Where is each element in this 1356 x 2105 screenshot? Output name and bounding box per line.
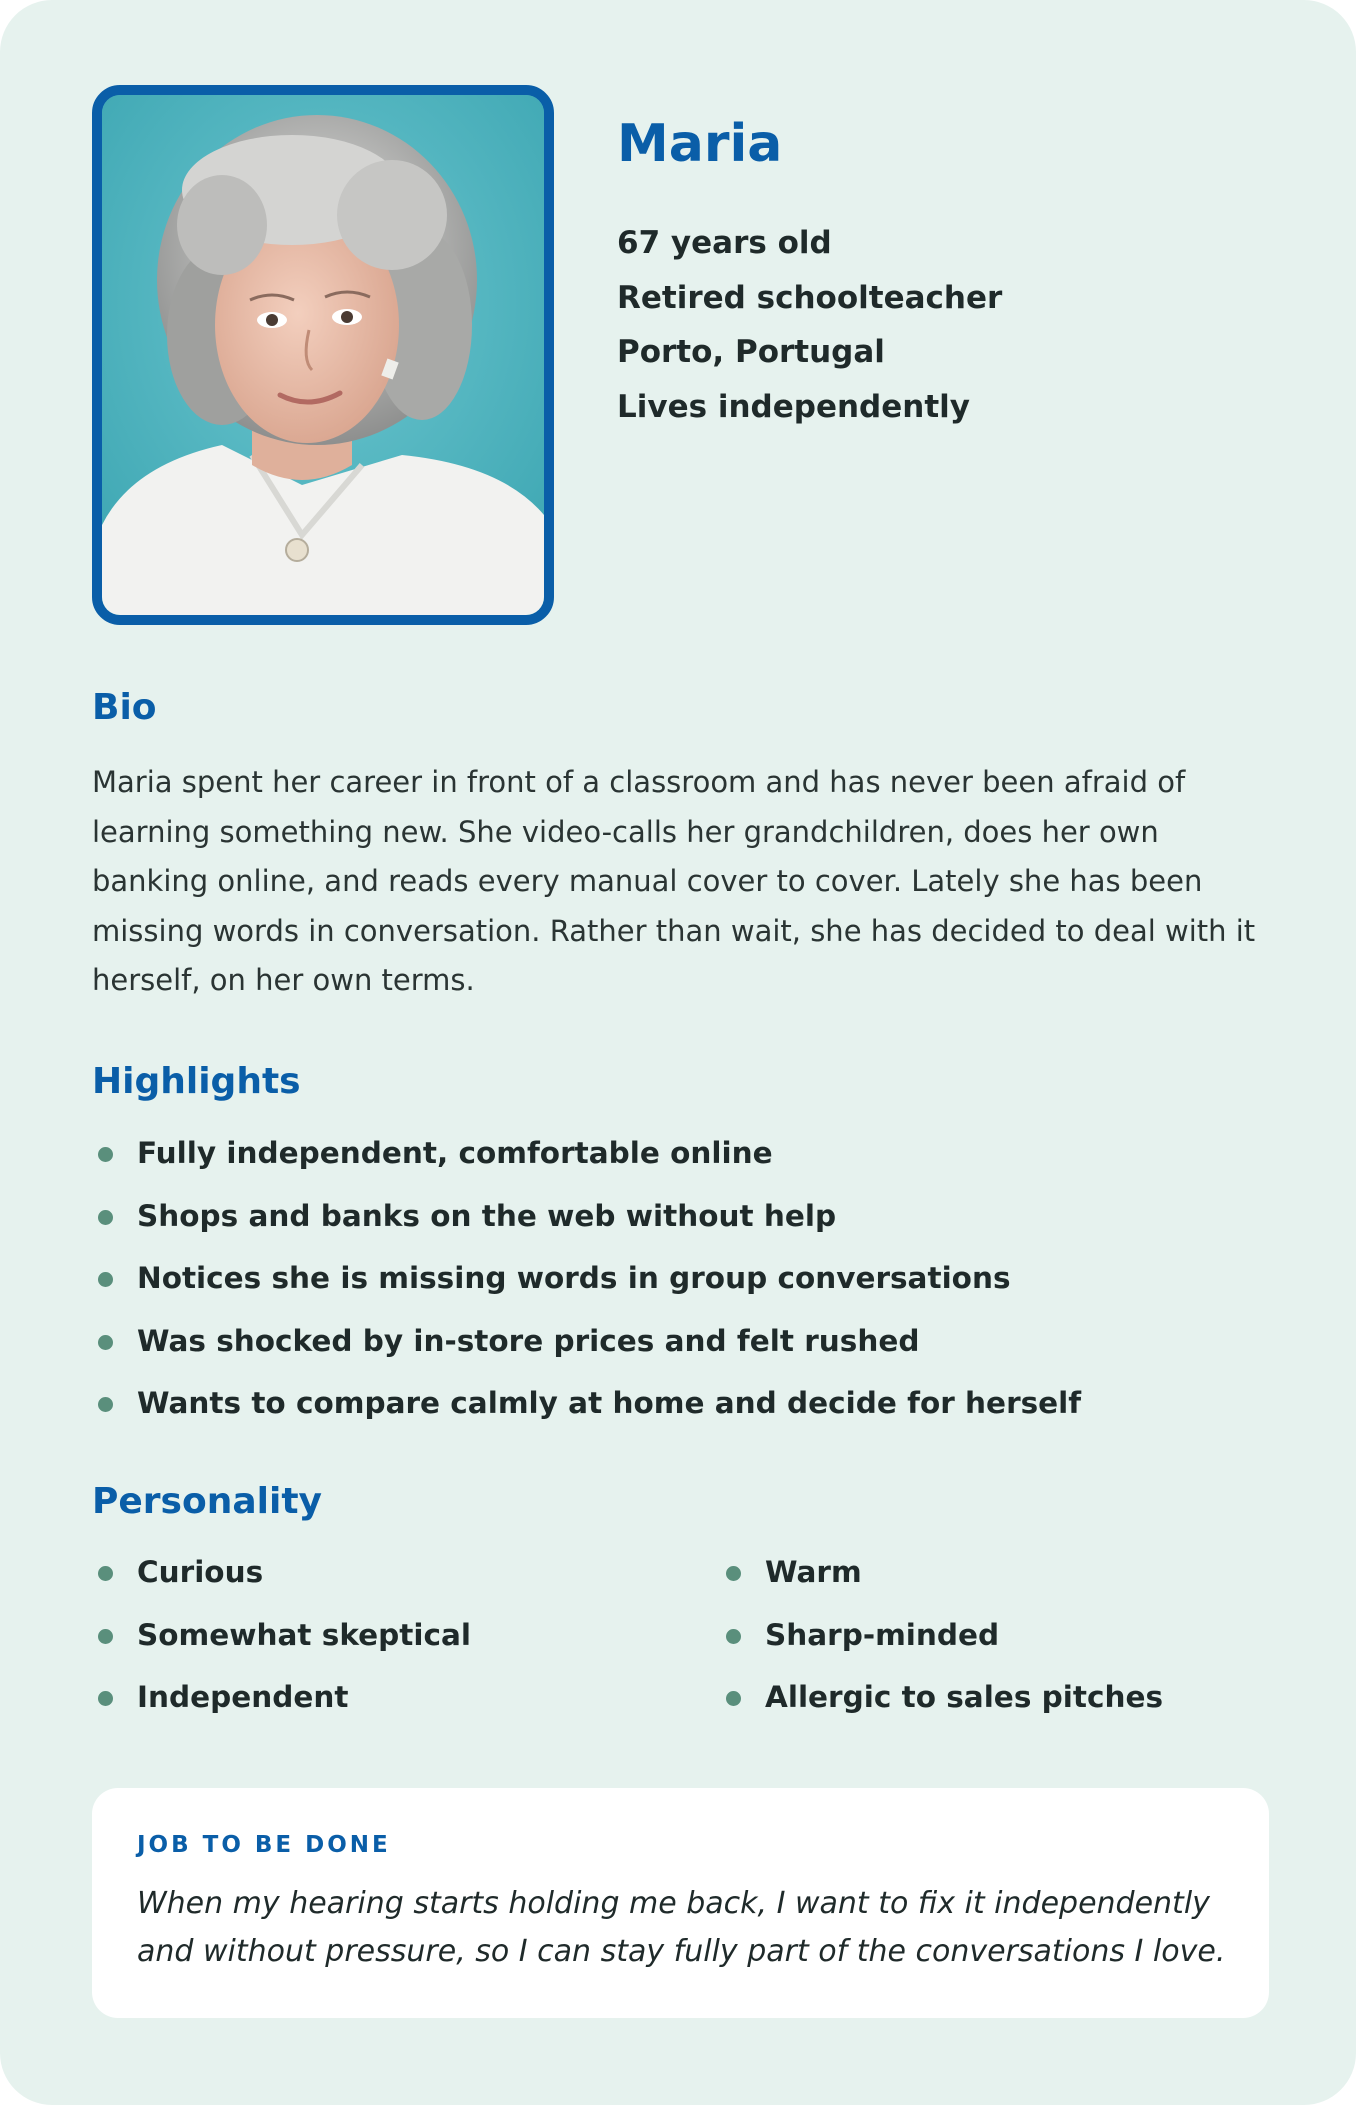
highlights-heading: Highlights [92,1061,301,1102]
fact-age: 67 years old [617,225,832,261]
bullet-dot-icon [726,1691,741,1706]
highlights-list [98,1122,1081,1435]
list-item [98,1372,1081,1435]
trait-text: Curious [137,1555,264,1589]
bullet-dot-icon [98,1629,113,1644]
list-item [98,1310,1081,1373]
bullet-dot-icon [98,1272,113,1287]
persona-name: Maria [617,114,783,174]
highlight-text: Wants to compare calmly at home and decide for herself [137,1386,1082,1420]
list-item [726,1666,1163,1729]
fact-occupation: Retired schoolteacher [617,279,1003,316]
jtbd-quote: When my hearing starts holding me back, I want to fix it independently and without pressure, so I can stay fully part of the conversations I love. [137,1886,1226,1969]
portrait-illustration [102,95,544,615]
list-item [726,1541,1163,1604]
list-item [98,1541,471,1604]
bullet-dot-icon [98,1210,113,1225]
highlight-text: Was shocked by in-store prices and felt rushed [137,1323,920,1358]
bio-heading: Bio [92,687,157,728]
personality-heading: Personality [92,1481,322,1522]
fact-location: Porto, Portugal [617,334,885,370]
bullet-dot-icon [98,1335,113,1350]
list-item [98,1247,1081,1310]
list-item [98,1604,471,1667]
fact-living-situation: Lives independently [617,388,970,425]
list-item [98,1666,471,1729]
highlight-text: Notices she is missing words in group conversations [137,1261,1011,1295]
persona-facts [617,216,1002,434]
job-to-be-done-box [92,1788,1269,2018]
personality-list-left [98,1541,471,1729]
bullet-dot-icon [98,1397,113,1412]
highlight-text: Shops and banks on the web without help [137,1198,837,1233]
bullet-dot-icon [726,1629,741,1644]
trait-text: Somewhat skeptical [137,1617,472,1652]
list-item [98,1122,1081,1185]
trait-text: Sharp-minded [765,1617,1000,1652]
bullet-dot-icon [98,1147,113,1162]
list-item [726,1604,1163,1667]
trait-text: Independent [137,1680,349,1714]
list-item [98,1185,1081,1248]
persona-photo [92,85,554,625]
bio-text: Maria spent her career in front of a classroom and has never been afraid of learning something new. She video-calls her grandchildren, does her own banking online, and reads every manual cover to cover. Lately she has been missing words in conversation. Rather than wait, she has decided to deal with it herself, on her own terms. [92,765,1256,997]
bullet-dot-icon [98,1691,113,1706]
jtbd-label: JOB TO BE DONE [137,1832,391,1858]
bullet-dot-icon [98,1566,113,1581]
bullet-dot-icon [726,1566,741,1581]
trait-text: Warm [765,1555,862,1589]
highlight-text: Fully independent, comfortable online [137,1136,773,1170]
personality-list-right [726,1541,1163,1729]
trait-text: Allergic to sales pitches [765,1680,1164,1714]
